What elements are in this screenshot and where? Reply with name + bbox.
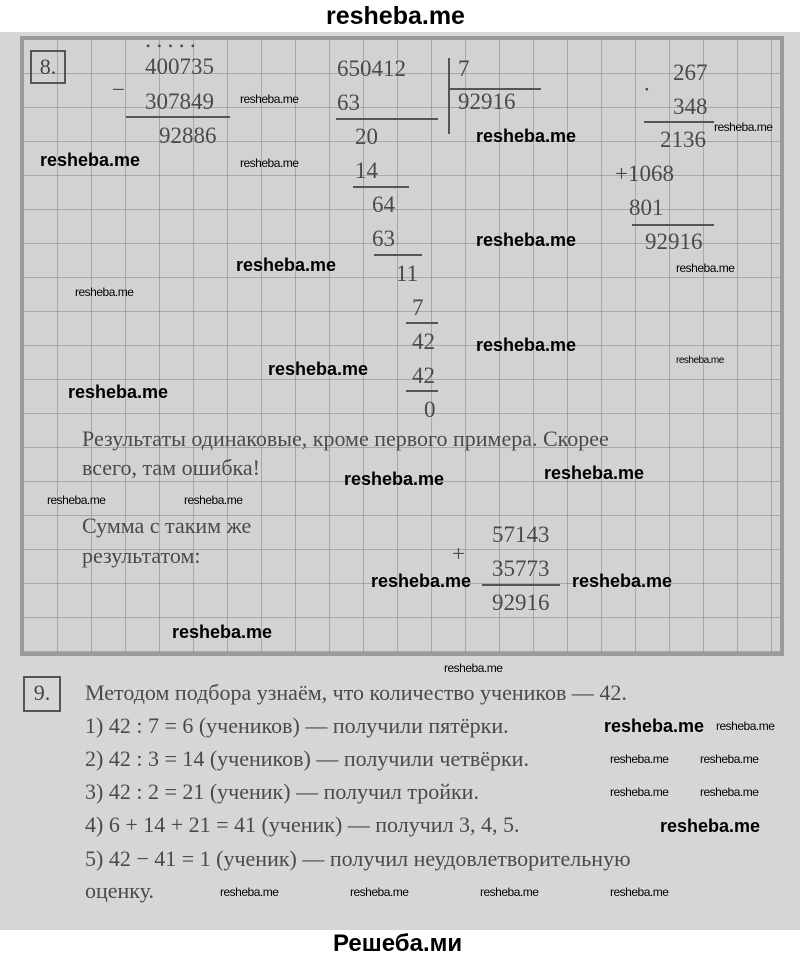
watermark: resheba.me xyxy=(610,752,669,766)
task-9-line: 1) 42 : 7 = 6 (учеников) — получили пятёрки. xyxy=(85,713,509,738)
watermark: resheba.me xyxy=(240,92,299,106)
task-9-line: 3) 42 : 2 = 21 (ученик) — получил тройки. xyxy=(85,779,479,804)
watermark: resheba.me xyxy=(714,120,773,134)
task-8-number: 8. xyxy=(30,50,66,84)
sum-label: результатом: xyxy=(82,543,201,568)
watermark: resheba.me xyxy=(75,285,134,299)
site-title[interactable]: resheba.me xyxy=(326,2,465,30)
divisor: 7 xyxy=(458,56,470,81)
watermark: resheba.me xyxy=(716,719,775,733)
sum-result: 92916 xyxy=(492,590,550,615)
task-9-line: 5) 42 − 41 = 1 (ученик) — получил неудовлетворительную xyxy=(85,846,631,871)
addend-b: 35773 xyxy=(492,556,550,581)
division-step: 11 xyxy=(396,261,419,286)
division-step: 14 xyxy=(355,158,378,183)
borrow-dots: • • • • • xyxy=(146,39,198,53)
dividend: 650412 xyxy=(337,56,406,81)
watermark: resheba.me xyxy=(268,359,369,379)
watermark: resheba.me xyxy=(236,255,337,275)
watermark: resheba.me xyxy=(610,885,669,899)
watermark: resheba.me xyxy=(40,150,141,170)
step-line xyxy=(336,118,438,120)
subtrahend: 307849 xyxy=(145,89,214,114)
times-sign: · xyxy=(643,77,651,102)
product-line xyxy=(632,224,714,226)
factor-a: 267 xyxy=(673,60,708,85)
sum-line xyxy=(482,584,560,586)
conclusion-line: Результаты одинаковые, кроме первого примера. Скорее xyxy=(82,426,609,451)
division-step: 20 xyxy=(355,124,378,149)
watermark: resheba.me xyxy=(444,661,503,675)
partial-product: +1068 xyxy=(615,161,674,186)
partial-product: 801 xyxy=(629,195,664,220)
division-step: 0 xyxy=(424,397,436,422)
footer-site[interactable]: Решеба.ми xyxy=(333,930,463,957)
step-line xyxy=(406,322,438,324)
quotient: 92916 xyxy=(458,89,516,114)
minuend: 400735 xyxy=(145,54,214,79)
factor-b: 348 xyxy=(673,94,708,119)
division-step: 7 xyxy=(412,295,424,320)
watermark: resheba.me xyxy=(476,126,577,146)
watermark: resheba.me xyxy=(184,493,243,507)
watermark: resheba.me xyxy=(676,261,735,275)
minus-sign: − xyxy=(112,77,125,102)
step-line xyxy=(374,254,422,256)
plus-sign: + xyxy=(452,541,465,566)
division-bar xyxy=(448,58,450,134)
addend-a: 57143 xyxy=(492,522,550,547)
division-step: 64 xyxy=(372,192,395,217)
product-line xyxy=(644,121,714,123)
watermark: resheba.me xyxy=(172,622,273,642)
division-step: 42 xyxy=(412,329,435,354)
watermark: resheba.me xyxy=(220,885,279,899)
task-9-number: 9. xyxy=(23,676,61,712)
conclusion-line: всего, там ошибка! xyxy=(82,455,260,480)
division-step: 63 xyxy=(337,90,360,115)
watermark: resheba.me xyxy=(371,571,472,591)
sum-label: Сумма с таким же xyxy=(82,513,252,538)
watermark: resheba.me xyxy=(68,382,169,402)
step-line xyxy=(406,390,438,392)
watermark: resheba.me xyxy=(544,463,645,483)
watermark: resheba.me xyxy=(700,785,759,799)
task-9-line: Методом подбора узнаём, что количество учеников — 42. xyxy=(85,680,627,705)
task-9-line: оценку. xyxy=(85,878,154,903)
difference: 92886 xyxy=(159,123,217,148)
step-line xyxy=(353,186,409,188)
watermark: resheba.me xyxy=(700,752,759,766)
task-9-line: 2) 42 : 3 = 14 (учеников) — получили четвёрки. xyxy=(85,746,529,771)
task-9-line: 4) 6 + 14 + 21 = 41 (ученик) — получил 3, 4, 5. xyxy=(85,812,520,837)
watermark: resheba.me xyxy=(476,230,577,250)
watermark: resheba.me xyxy=(572,571,673,591)
watermark: resheba.me xyxy=(350,885,409,899)
watermark: resheba.me xyxy=(344,469,445,489)
partial-product: 2136 xyxy=(660,127,706,152)
watermark: resheba.me xyxy=(480,885,539,899)
watermark: resheba.me xyxy=(604,716,705,736)
division-step: 63 xyxy=(372,226,395,251)
watermark: resheba.me xyxy=(610,785,669,799)
sum-line xyxy=(126,116,230,118)
watermark: resheba.me xyxy=(676,355,724,366)
product: 92916 xyxy=(645,229,703,254)
watermark: resheba.me xyxy=(47,493,106,507)
watermark: resheba.me xyxy=(240,156,299,170)
watermark: resheba.me xyxy=(660,816,761,836)
division-step: 42 xyxy=(412,363,435,388)
watermark: resheba.me xyxy=(476,335,577,355)
